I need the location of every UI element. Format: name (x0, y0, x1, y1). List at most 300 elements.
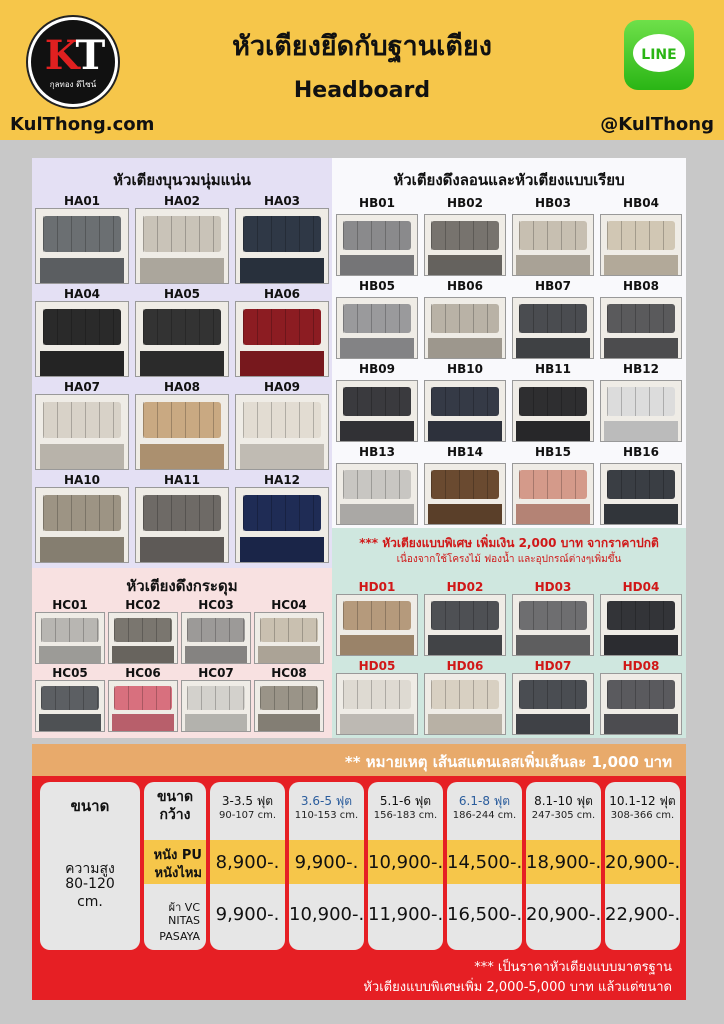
section-hd (332, 528, 686, 738)
headboard-code: HA08 (163, 380, 201, 394)
headboard-item-hd04[interactable] (600, 580, 682, 656)
headboard-code: HC02 (125, 598, 161, 612)
price-pu: 20,900-. (605, 852, 680, 873)
headboard-code: HA09 (263, 380, 301, 394)
price-pu: 18,900-. (526, 852, 601, 873)
headboard-texture (243, 216, 320, 252)
headboard-item-hb02[interactable] (424, 196, 506, 276)
headboard-photo (254, 680, 324, 732)
page-subtitle: Headboard (293, 78, 431, 103)
logo-subtext: กุลทอง ดีไซน์ (49, 80, 97, 89)
headboard-texture (431, 680, 498, 709)
headboard-photo (336, 214, 418, 276)
material-label-box (144, 782, 206, 950)
price-vc: 11,900-. (368, 904, 443, 925)
height-label: ความสูง (65, 861, 115, 877)
bed-base (516, 504, 590, 524)
headboard-texture (607, 387, 674, 416)
headboard-texture (519, 470, 586, 499)
headboard-code: HA10 (63, 473, 101, 487)
headboard-item-hb07[interactable] (512, 279, 594, 359)
headboard-texture (431, 304, 498, 333)
headboard-photo (424, 673, 506, 735)
bed-base (428, 255, 502, 275)
headboard-photo (600, 214, 682, 276)
headboard-item-hd01[interactable] (336, 580, 418, 656)
headboard-photo (108, 680, 178, 732)
bed-base (340, 338, 414, 358)
headboard-photo (600, 297, 682, 359)
headboard-texture (519, 680, 586, 709)
headboard-item-hc01[interactable] (35, 598, 105, 664)
headboard-item-hb13[interactable] (336, 445, 418, 525)
price-table (32, 744, 686, 1000)
headboard-texture (607, 680, 674, 709)
headboard-code: HD06 (446, 659, 484, 673)
headboard-item-hb15[interactable] (512, 445, 594, 525)
headboard-texture (343, 387, 410, 416)
section-hd-note: *** หัวเตียงแบบพิเศษ เพิ่มเงิน 2,000 บาท จากราคาปกติ (359, 536, 659, 550)
headboard-code: HA02 (163, 194, 201, 208)
bed-base (516, 255, 590, 275)
line-label: LINE (641, 47, 677, 63)
headboard-item-hd05[interactable] (336, 659, 418, 735)
headboard-code: HB04 (623, 196, 659, 210)
price-note-bar (32, 744, 686, 776)
headboard-code: HC08 (271, 666, 307, 680)
bed-base (428, 714, 502, 734)
headboard-code: HA01 (63, 194, 101, 208)
bed-base (185, 646, 248, 663)
headboard-texture (343, 221, 410, 250)
price-vc: 9,900-. (215, 904, 280, 925)
width-cm: 186-244 cm. (452, 810, 517, 821)
headboard-item-hb05[interactable] (336, 279, 418, 359)
bed-base (240, 537, 325, 562)
bed-base (258, 646, 321, 663)
section-ha (32, 158, 332, 568)
headboard-item-hb14[interactable] (424, 445, 506, 525)
bed-base (340, 504, 414, 524)
bed-base (428, 421, 502, 441)
headboard-photo (512, 463, 594, 525)
price-pu: 9,900-. (294, 852, 359, 873)
headboard-code: HB06 (447, 279, 483, 293)
headboard-texture (343, 470, 410, 499)
headboard-photo (35, 208, 129, 284)
page-title: หัวเตียงยึดกับฐานเตียง (232, 31, 492, 62)
height-unit: cm. (77, 894, 103, 910)
material-silk-label: หนังไหม (154, 866, 202, 881)
headboard-item-ha01[interactable] (35, 194, 129, 284)
height-range: 80-120 (65, 876, 115, 892)
headboard-item-ha12[interactable] (235, 473, 329, 563)
headboard-texture (43, 495, 120, 531)
bed-base (428, 635, 502, 655)
bed-base (112, 646, 175, 663)
headboard-texture (243, 402, 320, 438)
headboard-code: HC01 (52, 598, 88, 612)
headboard-photo (424, 214, 506, 276)
price-footnote-2: หัวเตียงแบบพิเศษเพิ่ม 2,000-5,000 บาท แล้วแต่ขนาด (363, 980, 672, 995)
headboard-texture (114, 686, 171, 710)
headboard-texture (431, 470, 498, 499)
price-column (605, 782, 680, 950)
headboard-code: HA04 (63, 287, 101, 301)
headboard-item-hc06[interactable] (108, 666, 178, 732)
headboard-photo (254, 612, 324, 664)
headboard-texture (431, 601, 498, 630)
headboard-item-hc05[interactable] (35, 666, 105, 732)
headboard-photo (135, 394, 229, 470)
price-vc-cell (368, 900, 443, 940)
headboard-photo (35, 301, 129, 377)
headboard-photo (35, 394, 129, 470)
headboard-texture (519, 304, 586, 333)
price-pu: 14,500-. (447, 852, 522, 873)
price-column (526, 782, 601, 950)
headboard-code: HA06 (263, 287, 301, 301)
headboard-item-hd06[interactable] (424, 659, 506, 735)
headboard-texture (431, 387, 498, 416)
price-pu-cell (368, 840, 443, 884)
price-vc-cell (605, 900, 680, 940)
headboard-code: HA12 (263, 473, 301, 487)
headboard-item-ha05[interactable] (135, 287, 229, 377)
headboard-item-hb03[interactable] (512, 196, 594, 276)
width-feet: 3-3.5 ฟุต (221, 794, 274, 808)
headboard-texture (143, 495, 220, 531)
headboard-item-hc02[interactable] (108, 598, 178, 664)
headboard-code: HC04 (271, 598, 307, 612)
width-cm: 90-107 cm. (218, 810, 277, 821)
bed-base (240, 258, 325, 283)
price-vc-cell (210, 900, 285, 940)
price-column (447, 782, 522, 950)
headboard-photo (600, 463, 682, 525)
headboard-photo (512, 380, 594, 442)
bed-base (604, 255, 678, 275)
headboard-texture (43, 216, 120, 252)
price-vc: 10,900-. (289, 904, 364, 925)
headboard-texture (243, 495, 320, 531)
price-pu-cell (210, 840, 285, 884)
headboard-photo (108, 612, 178, 664)
headboard-code: HB14 (447, 445, 483, 459)
headboard-code: HB16 (623, 445, 659, 459)
price-pu: 10,900-. (368, 852, 443, 873)
headboard-photo (512, 673, 594, 735)
headboard-texture (607, 601, 674, 630)
price-column (368, 782, 443, 950)
headboard-texture (343, 304, 410, 333)
section-hc-title: หัวเตียงดึงกระดุม (126, 577, 238, 595)
headboard-item-hd07[interactable] (512, 659, 594, 735)
headboard-photo (424, 297, 506, 359)
headboard-photo (35, 487, 129, 563)
headboard-code: HB02 (447, 196, 483, 210)
price-vc: 22,900-. (605, 904, 680, 925)
bed-base (516, 338, 590, 358)
width-cm: 110-153 cm. (294, 810, 359, 821)
price-pu-cell (289, 840, 364, 884)
headboard-texture (519, 221, 586, 250)
size-label-box (40, 782, 140, 950)
headboard-code: HD04 (622, 580, 660, 594)
headboard-photo (336, 463, 418, 525)
headboard-code: HB12 (623, 362, 659, 376)
width-feet: 3.6-5 ฟุต (300, 794, 353, 808)
bed-base (39, 646, 102, 663)
bed-base (258, 714, 321, 731)
headboard-item-ha07[interactable] (35, 380, 129, 470)
headboard-photo (235, 301, 329, 377)
headboard-photo (512, 297, 594, 359)
bed-base (516, 421, 590, 441)
width-feet: 6.1-8 ฟุต (458, 794, 511, 808)
headboard-texture (143, 402, 220, 438)
price-vc-cell (447, 900, 522, 940)
headboard-item-hc04[interactable] (254, 598, 324, 664)
headboard-code: HD02 (446, 580, 484, 594)
headboard-item-hb10[interactable] (424, 362, 506, 442)
width-feet: 8.1-10 ฟุต (534, 794, 593, 808)
price-pu-cell (447, 840, 522, 884)
bed-base (340, 421, 414, 441)
headboard-code: HA03 (263, 194, 301, 208)
headboard-photo (424, 463, 506, 525)
headboard-photo (336, 673, 418, 735)
headboard-item-hb16[interactable] (600, 445, 682, 525)
headboard-code: HA11 (163, 473, 201, 487)
bed-base (39, 714, 102, 731)
price-vc-cell (526, 900, 601, 940)
headboard-texture (607, 470, 674, 499)
headboard-texture (143, 309, 220, 345)
headboard-photo (424, 594, 506, 656)
website-link[interactable]: KulThong.com (10, 114, 155, 135)
headboard-texture (260, 618, 317, 642)
width-label-2: กว้าง (159, 807, 191, 823)
headboard-photo (336, 297, 418, 359)
material-pu (144, 840, 206, 884)
headboard-code: HB07 (535, 279, 571, 293)
bed-base (40, 258, 125, 283)
headboard-photo (600, 673, 682, 735)
headboard-photo (181, 680, 251, 732)
headboard-code: HB08 (623, 279, 659, 293)
width-cm: 308-366 cm. (610, 810, 675, 821)
bed-base (604, 714, 678, 734)
size-label: ขนาด (70, 797, 110, 815)
headboard-item-hb08[interactable] (600, 279, 682, 359)
headboard-code: HB10 (447, 362, 483, 376)
headboard-item-ha06[interactable] (235, 287, 329, 377)
material-pasaya-label: PASAYA (159, 930, 200, 943)
bed-base (340, 255, 414, 275)
headboard-item-hb06[interactable] (424, 279, 506, 359)
headboard-item-hd08[interactable] (600, 659, 682, 735)
headboard-item-hb09[interactable] (336, 362, 418, 442)
headboard-photo (35, 612, 105, 664)
price-footnote: *** เป็นราคาหัวเตียงแบบมาตรฐาน (474, 960, 672, 975)
headboard-item-hd02[interactable] (424, 580, 506, 656)
headboard-code: HB05 (359, 279, 395, 293)
headboard-texture (431, 221, 498, 250)
headboard-photo (336, 380, 418, 442)
headboard-code: HB03 (535, 196, 571, 210)
headboard-code: HB09 (359, 362, 395, 376)
bed-base (40, 537, 125, 562)
headboard-code: HD01 (358, 580, 396, 594)
headboard-item-hb12[interactable] (600, 362, 682, 442)
headboard-item-hd03[interactable] (512, 580, 594, 656)
headboard-texture (114, 618, 171, 642)
headboard-texture (187, 686, 244, 710)
line-id[interactable]: @KulThong (600, 114, 714, 135)
headboard-code: HC07 (198, 666, 234, 680)
headboard-item-ha02[interactable] (135, 194, 229, 284)
headboard-item-hc07[interactable] (181, 666, 251, 732)
headboard-code: HB15 (535, 445, 571, 459)
headboard-texture (143, 216, 220, 252)
logo-mark: KT (44, 32, 102, 79)
brand-logo (28, 17, 118, 107)
headboard-code: HD05 (358, 659, 396, 673)
section-hd-subnote: เนื่องจากใช้โครงไม้ ฟองน้ำ และอุปกรณ์ต่างๆเพิ่มขึ้น (396, 554, 622, 565)
bed-base (240, 351, 325, 376)
headboard-item-ha10[interactable] (35, 473, 129, 563)
bed-base (112, 714, 175, 731)
headboard-item-ha03[interactable] (235, 194, 329, 284)
headboard-code: HD08 (622, 659, 660, 673)
headboard-texture (43, 402, 120, 438)
headboard-code: HA07 (63, 380, 101, 394)
headboard-photo (512, 214, 594, 276)
headboard-photo (235, 208, 329, 284)
headboard-photo (235, 394, 329, 470)
headboard-photo (35, 680, 105, 732)
width-cm: 247-305 cm. (531, 810, 596, 821)
headboard-code: HA05 (163, 287, 201, 301)
bed-base (140, 351, 225, 376)
section-hb-title: หัวเตียงดึงลอนและหัวเตียงแบบเรียบ (393, 171, 625, 189)
headboard-code: HD03 (534, 580, 572, 594)
bed-base (185, 714, 248, 731)
headboard-item-ha08[interactable] (135, 380, 229, 470)
bed-base (604, 338, 678, 358)
width-feet: 5.1-6 ฟุต (379, 794, 432, 808)
headboard-code: HC03 (198, 598, 234, 612)
headboard-item-ha09[interactable] (235, 380, 329, 470)
headboard-texture (243, 309, 320, 345)
bed-base (340, 635, 414, 655)
header-banner (0, 0, 724, 140)
bed-base (516, 635, 590, 655)
bed-base (340, 714, 414, 734)
headboard-photo (512, 594, 594, 656)
headboard-item-hc03[interactable] (181, 598, 251, 664)
headboard-texture (187, 618, 244, 642)
bed-base (140, 258, 225, 283)
headboard-photo (135, 208, 229, 284)
bed-base (428, 504, 502, 524)
price-column (210, 782, 285, 950)
bed-base (140, 537, 225, 562)
width-label: ขนาด (156, 789, 194, 805)
price-vc: 16,500-. (447, 904, 522, 925)
headboard-code: HB13 (359, 445, 395, 459)
headboard-photo (181, 612, 251, 664)
headboard-photo (600, 380, 682, 442)
headboard-code: HC06 (125, 666, 161, 680)
width-feet: 10.1-12 ฟุต (609, 794, 676, 808)
headboard-texture (343, 680, 410, 709)
headboard-code: HB11 (535, 362, 571, 376)
headboard-texture (43, 309, 120, 345)
section-hc (32, 568, 332, 738)
material-pu-label: หนัง PU (153, 848, 202, 863)
headboard-texture (519, 387, 586, 416)
headboard-item-ha04[interactable] (35, 287, 129, 377)
width-cm: 156-183 cm. (373, 810, 438, 821)
headboard-photo (135, 487, 229, 563)
price-pu: 8,900-. (215, 852, 280, 873)
price-column (289, 782, 364, 950)
price-pu-cell (605, 840, 680, 884)
headboard-item-hb04[interactable] (600, 196, 682, 276)
headboard-photo (336, 594, 418, 656)
headboard-texture (519, 601, 586, 630)
section-ha-title: หัวเตียงบุนวมนุ่มแน่น (113, 171, 251, 189)
headboard-code: HD07 (534, 659, 572, 673)
bed-base (40, 444, 125, 469)
headboard-texture (260, 686, 317, 710)
section-hb (332, 158, 686, 528)
headboard-item-hc08[interactable] (254, 666, 324, 732)
price-pu-cell (526, 840, 601, 884)
headboard-photo (135, 301, 229, 377)
headboard-texture (343, 601, 410, 630)
bed-base (140, 444, 225, 469)
headboard-photo (235, 487, 329, 563)
headboard-texture (41, 686, 98, 710)
price-vc-cell (289, 900, 364, 940)
material-nitas-label: NITAS (168, 914, 200, 927)
headboard-item-hb01[interactable] (336, 196, 418, 276)
headboard-texture (607, 221, 674, 250)
price-note: ** หมายเหตุ เส้นสแตนเลสเพิ่มเส้นละ 1,000 บาท (344, 753, 672, 771)
bed-base (240, 444, 325, 469)
headboard-texture (41, 618, 98, 642)
bed-base (604, 421, 678, 441)
headboard-texture (607, 304, 674, 333)
material-vc-label: ผ้า VC (168, 901, 200, 914)
headboard-code: HB01 (359, 196, 395, 210)
bed-base (604, 635, 678, 655)
bed-base (40, 351, 125, 376)
price-vc: 20,900-. (526, 904, 601, 925)
headboard-photo (600, 594, 682, 656)
line-app-icon[interactable] (624, 20, 694, 90)
headboard-code: HC05 (52, 666, 88, 680)
bed-base (604, 504, 678, 524)
headboard-item-ha11[interactable] (135, 473, 229, 563)
bed-base (428, 338, 502, 358)
headboard-photo (424, 380, 506, 442)
headboard-item-hb11[interactable] (512, 362, 594, 442)
bed-base (516, 714, 590, 734)
